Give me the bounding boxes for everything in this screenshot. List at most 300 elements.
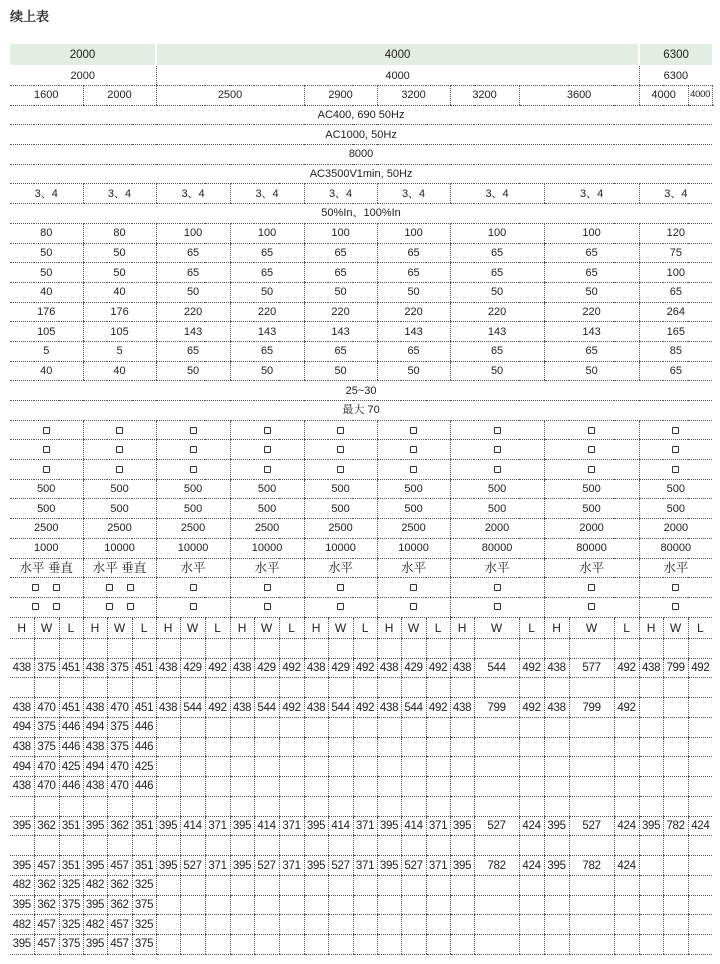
dimension-cell [426,717,450,737]
frame-current-6300: 6300 [639,44,712,66]
dimension-cell [544,717,569,737]
row-spec-5-cell: 105 [10,322,83,342]
dimension-cell [156,737,180,757]
dimension-cell: 362 [107,876,132,896]
row-spec-1-cell: 65 [544,243,639,263]
dimension-cell [426,638,450,658]
dimension-cell [205,935,230,955]
dimension-header-w: W [474,617,519,638]
row-spec-b-1-cell: 500 [544,499,639,519]
dimension-cell [544,836,569,856]
dimension-cell: 362 [107,816,132,836]
row-dimensions [10,935,713,955]
dimension-cell [519,757,544,777]
dimension-cell [10,638,34,658]
row-spec-b-2-cell: 2500 [230,519,304,539]
dimension-cell [254,777,279,797]
dimension-cell [426,678,450,698]
dimension-cell: 438 [10,777,34,797]
square-symbol-icon [588,466,595,473]
row-dimensions [10,816,713,836]
row-spec-4-cell: 220 [304,302,377,322]
dimension-cell [230,737,254,757]
dimension-cell: 375 [132,895,156,915]
accessory-cell [377,578,450,598]
dimension-cell [639,915,663,935]
dimension-cell [279,895,304,915]
dimension-cell [353,737,377,757]
dimension-cell [569,678,614,698]
accessory-cell [544,597,639,617]
row-dimensions [10,658,713,678]
dimension-cell: 446 [59,717,83,737]
row-mounting-cell: 水平 [450,558,544,578]
time-value: 25~30 [10,381,712,401]
dimension-cell [353,836,377,856]
dimension-cell [401,876,426,896]
dimension-header-w: W [34,617,59,638]
accessory-cell [230,597,304,617]
dimension-cell [328,935,353,955]
dimension-cell [180,915,205,935]
square-symbol-icon [494,603,501,610]
dimension-cell [474,678,519,698]
dimension-cell: 470 [107,757,132,777]
dimension-cell: 395 [156,856,180,876]
dimension-header-h: H [83,617,107,638]
row-spec-b-2-cell: 2500 [10,519,83,539]
dimension-cell: 446 [59,737,83,757]
dimension-cell [569,876,614,896]
square-symbol-icon [410,446,417,453]
dimension-cell [474,777,519,797]
square-symbol-icon [116,427,123,434]
square-symbol-icon [116,446,123,453]
dimension-cell [474,717,519,737]
row-spec-0-cell: 80 [83,223,156,243]
dimension-cell [254,935,279,955]
dimension-cell [279,915,304,935]
row-hwl [10,617,713,638]
row-spec-3-cell: 40 [10,282,83,302]
header-row-frame [10,44,713,66]
dimension-cell: 395 [83,816,107,836]
symbol-cell [377,440,450,460]
row-spec-5 [10,322,713,342]
impulse-value: 8000 [10,145,712,165]
row-dimensions [10,698,713,718]
dimension-cell [519,935,544,955]
dimension-cell [377,678,401,698]
dimension-cell [663,757,688,777]
dimension-cell: 438 [83,658,107,678]
dimension-cell [353,757,377,777]
row-spec-4 [10,302,713,322]
row-dimensions [10,915,713,935]
row-spec-b-1-cell: 500 [450,499,544,519]
accessory-cell [230,578,304,598]
dimension-cell: 371 [279,856,304,876]
dimension-cell: 457 [107,856,132,876]
accessory-cell [450,597,544,617]
dimension-cell [663,717,688,737]
dimension-cell: 438 [377,698,401,718]
dimension-cell [377,895,401,915]
row-withstand [10,164,713,184]
square-symbol-icon [337,584,344,591]
row-spec-7-cell: 50 [304,361,377,381]
dimension-cell: 362 [107,895,132,915]
dimension-cell [450,836,474,856]
dimension-cell [304,876,328,896]
dimension-cell [279,678,304,698]
dimension-cell [377,717,401,737]
row-spec-b-3-cell: 80000 [639,538,712,558]
dimension-cell [426,836,450,856]
dimension-cell: 395 [83,935,107,955]
square-symbol-icon [32,603,39,610]
dimension-cell [254,876,279,896]
dimension-cell [663,895,688,915]
dimension-cell: 494 [10,757,34,777]
square-symbol-icon [410,603,417,610]
row-spec-7-cell: 65 [639,361,712,381]
dimension-cell [304,915,328,935]
square-symbol-icon [264,584,271,591]
dimension-cell [544,796,569,816]
row-spec-2-cell: 65 [377,263,450,283]
dimension-cell [328,757,353,777]
dimension-cell: 395 [450,816,474,836]
dimension-cell [304,757,328,777]
row-spec-1-cell: 65 [230,243,304,263]
dimension-cell: 438 [83,698,107,718]
dimension-cell [639,796,663,816]
dimension-cell [639,757,663,777]
dimension-cell: 527 [254,856,279,876]
row-spec-b-3 [10,538,713,558]
row-spec-7-cell: 50 [156,361,230,381]
square-symbol-icon [264,603,271,610]
accessory-cell [10,597,83,617]
dimension-cell: 425 [59,757,83,777]
accessory-cell [156,597,230,617]
dimension-cell [450,678,474,698]
dimension-cell [230,876,254,896]
dimension-cell [663,737,688,757]
dimension-cell: 451 [59,698,83,718]
row-spec-b-3-cell: 1000 [10,538,83,558]
row-spec-4-cell: 176 [83,302,156,322]
dimension-cell [180,935,205,955]
symbol-cell [450,460,544,480]
dimension-cell: 371 [279,816,304,836]
dimension-cell [230,717,254,737]
dimension-cell [450,757,474,777]
row-spec-b-1-cell: 500 [83,499,156,519]
dimension-cell [328,796,353,816]
row-spec-b-0-cell: 500 [450,479,544,499]
row-spec-b-0-cell: 500 [544,479,639,499]
row-spec-1-cell: 65 [156,243,230,263]
dimension-cell [426,895,450,915]
row-spec-4-cell: 264 [639,302,712,322]
dimension-header-h: H [10,617,34,638]
row-spec-0-cell: 100 [450,223,544,243]
square-symbol-icon [32,584,39,591]
square-symbol-icon [337,466,344,473]
square-symbol-icon [588,603,595,610]
dimension-cell: 429 [401,658,426,678]
row-spec-b-0-cell: 500 [10,479,83,499]
dimension-cell [614,757,639,777]
dimension-cell: 438 [544,698,569,718]
row-symbol-0 [10,420,713,440]
row-spec-5-cell: 143 [156,322,230,342]
dimension-cell: 438 [230,698,254,718]
dimension-cell [663,777,688,797]
symbol-cell [156,440,230,460]
dimension-cell [254,895,279,915]
rated-current-4: 3200 [377,86,450,106]
dimension-cell: 482 [10,915,34,935]
dimension-cell [663,836,688,856]
dimension-cell [401,915,426,935]
dimension-cell: 438 [10,698,34,718]
dimension-cell: 425 [132,757,156,777]
rated-current-5: 3200 [450,86,519,106]
row-spec-b-3-cell: 10000 [304,538,377,558]
dimension-cell [180,757,205,777]
dimension-cell [450,915,474,935]
voltage-value: AC400, 690 50Hz [10,105,712,125]
row-spec-1 [10,243,713,263]
dimension-header-l: L [688,617,712,638]
dimension-cell [688,757,712,777]
dimension-cell [401,757,426,777]
dimension-cell [83,796,107,816]
dimension-header-h: H [156,617,180,638]
dimension-cell [519,638,544,658]
dimension-cell: 438 [83,737,107,757]
symbol-cell [83,440,156,460]
dimension-cell [639,638,663,658]
dimension-cell [254,678,279,698]
frame-current-4000: 4000 [156,44,639,66]
dimension-cell [426,876,450,896]
row-spec-b-0-cell: 500 [304,479,377,499]
dimension-cell [401,777,426,797]
dimension-cell: 438 [156,658,180,678]
header-row-rated-current [10,86,713,106]
dimension-cell [450,895,474,915]
dimension-cell [474,796,519,816]
row-blank [10,836,713,856]
dimension-cell: 492 [205,658,230,678]
dimension-cell [254,915,279,935]
dimension-cell: 457 [34,915,59,935]
dimension-cell [426,915,450,935]
symbol-cell [544,420,639,440]
dimension-cell [132,796,156,816]
dimension-cell: 414 [401,816,426,836]
row-spec-1-cell: 65 [377,243,450,263]
dimension-cell [230,638,254,658]
dimension-cell [639,737,663,757]
dimension-cell [639,876,663,896]
dimension-cell [426,737,450,757]
row-spec-b-1-cell: 500 [10,499,83,519]
row-spec-5-cell: 105 [83,322,156,342]
dimension-cell [132,836,156,856]
dimension-cell [59,638,83,658]
row-spec-b-2-cell: 2000 [639,519,712,539]
dimension-cell [328,836,353,856]
row-spec-0-cell: 100 [156,223,230,243]
square-symbol-icon [672,427,679,434]
row-setting [10,204,713,224]
dimension-cell [353,796,377,816]
dimension-cell: 438 [10,737,34,757]
dimension-cell [688,876,712,896]
dimension-cell: 438 [544,658,569,678]
dimension-cell [519,737,544,757]
row-spec-4-cell: 220 [450,302,544,322]
rated-current-2: 2500 [156,86,304,106]
dimension-cell [639,856,663,876]
dimension-cell [328,638,353,658]
dimension-cell [426,935,450,955]
dimension-header-w: W [569,617,614,638]
row-spec-b-3-cell: 10000 [83,538,156,558]
dimension-cell [279,796,304,816]
square-symbol-icon [53,584,60,591]
dimension-cell: 494 [10,717,34,737]
dimension-cell: 362 [34,876,59,896]
dimension-cell [519,895,544,915]
dimension-cell [450,638,474,658]
row-mounting [10,558,713,578]
dimension-cell: 395 [304,816,328,836]
dimension-cell [377,935,401,955]
dimension-cell [688,777,712,797]
rated-current-3: 2900 [304,86,377,106]
dimension-cell: 375 [59,895,83,915]
square-symbol-icon [116,466,123,473]
frame-2000: 2000 [10,66,156,86]
dimension-cell [450,717,474,737]
row-spec-5-cell: 143 [377,322,450,342]
withstand-value: AC3500V1min, 50Hz [10,164,712,184]
dimension-cell [688,698,712,718]
dimension-cell: 457 [34,856,59,876]
dimension-cell [180,777,205,797]
dimension-cell [377,638,401,658]
dimension-cell: 424 [614,816,639,836]
dimension-header-w: W [328,617,353,638]
dimension-cell: 544 [254,698,279,718]
dimension-cell [230,796,254,816]
square-symbol-icon [410,466,417,473]
dimension-cell [474,836,519,856]
dimension-cell [377,757,401,777]
dimension-cell: 395 [10,816,34,836]
dimension-cell [688,915,712,935]
dimension-cell [230,836,254,856]
row-dimensions [10,856,713,876]
dimension-cell [328,777,353,797]
dimension-cell [10,796,34,816]
dimension-cell [304,796,328,816]
row-spec-0-cell: 120 [639,223,712,243]
dimension-cell [614,777,639,797]
dimension-cell [519,678,544,698]
row-spec-b-0-cell: 500 [83,479,156,499]
row-poles [10,184,713,204]
row-poles-cell: 3、4 [450,184,544,204]
square-symbol-icon [43,427,50,434]
page-title: 续上表 [10,9,50,24]
frame-current-2000: 2000 [10,44,156,66]
dimension-cell [279,935,304,955]
dimension-cell [663,796,688,816]
dimension-cell [132,678,156,698]
dimension-cell [614,935,639,955]
row-spec-b-0-cell: 500 [156,479,230,499]
square-symbol-icon [588,584,595,591]
dimension-cell: 395 [10,895,34,915]
dimension-cell [107,678,132,698]
dimension-cell [180,836,205,856]
dimension-cell [401,737,426,757]
dimension-cell [688,935,712,955]
dimension-header-h: H [230,617,254,638]
dimension-cell: 527 [401,856,426,876]
dimension-cell [279,757,304,777]
dimension-header-w: W [254,617,279,638]
dimension-cell: 429 [254,658,279,678]
row-dimensions [10,717,713,737]
dimension-cell [450,777,474,797]
row-poles-cell: 3、4 [10,184,83,204]
dimension-cell: 482 [83,915,107,935]
dimension-cell [205,777,230,797]
dimension-cell [304,935,328,955]
dimension-cell [569,915,614,935]
dimension-cell: 799 [474,698,519,718]
dimension-cell [519,836,544,856]
dimension-cell [230,895,254,915]
dimension-cell [377,915,401,935]
dimension-cell [450,737,474,757]
dimension-cell: 494 [83,757,107,777]
dimension-cell [205,836,230,856]
row-spec-3-cell: 50 [450,282,544,302]
header-row-frame-2 [10,66,713,86]
dimension-cell: 351 [132,816,156,836]
dimension-cell [156,915,180,935]
rated-current-0: 1600 [10,86,83,106]
dimension-cell [34,638,59,658]
row-accessory-1 [10,597,713,617]
dimension-cell [688,678,712,698]
dimension-cell: 395 [450,856,474,876]
dimension-cell: 527 [328,856,353,876]
dimension-cell: 375 [107,737,132,757]
row-spec-2 [10,263,713,283]
dimension-cell [377,796,401,816]
symbol-cell [377,420,450,440]
